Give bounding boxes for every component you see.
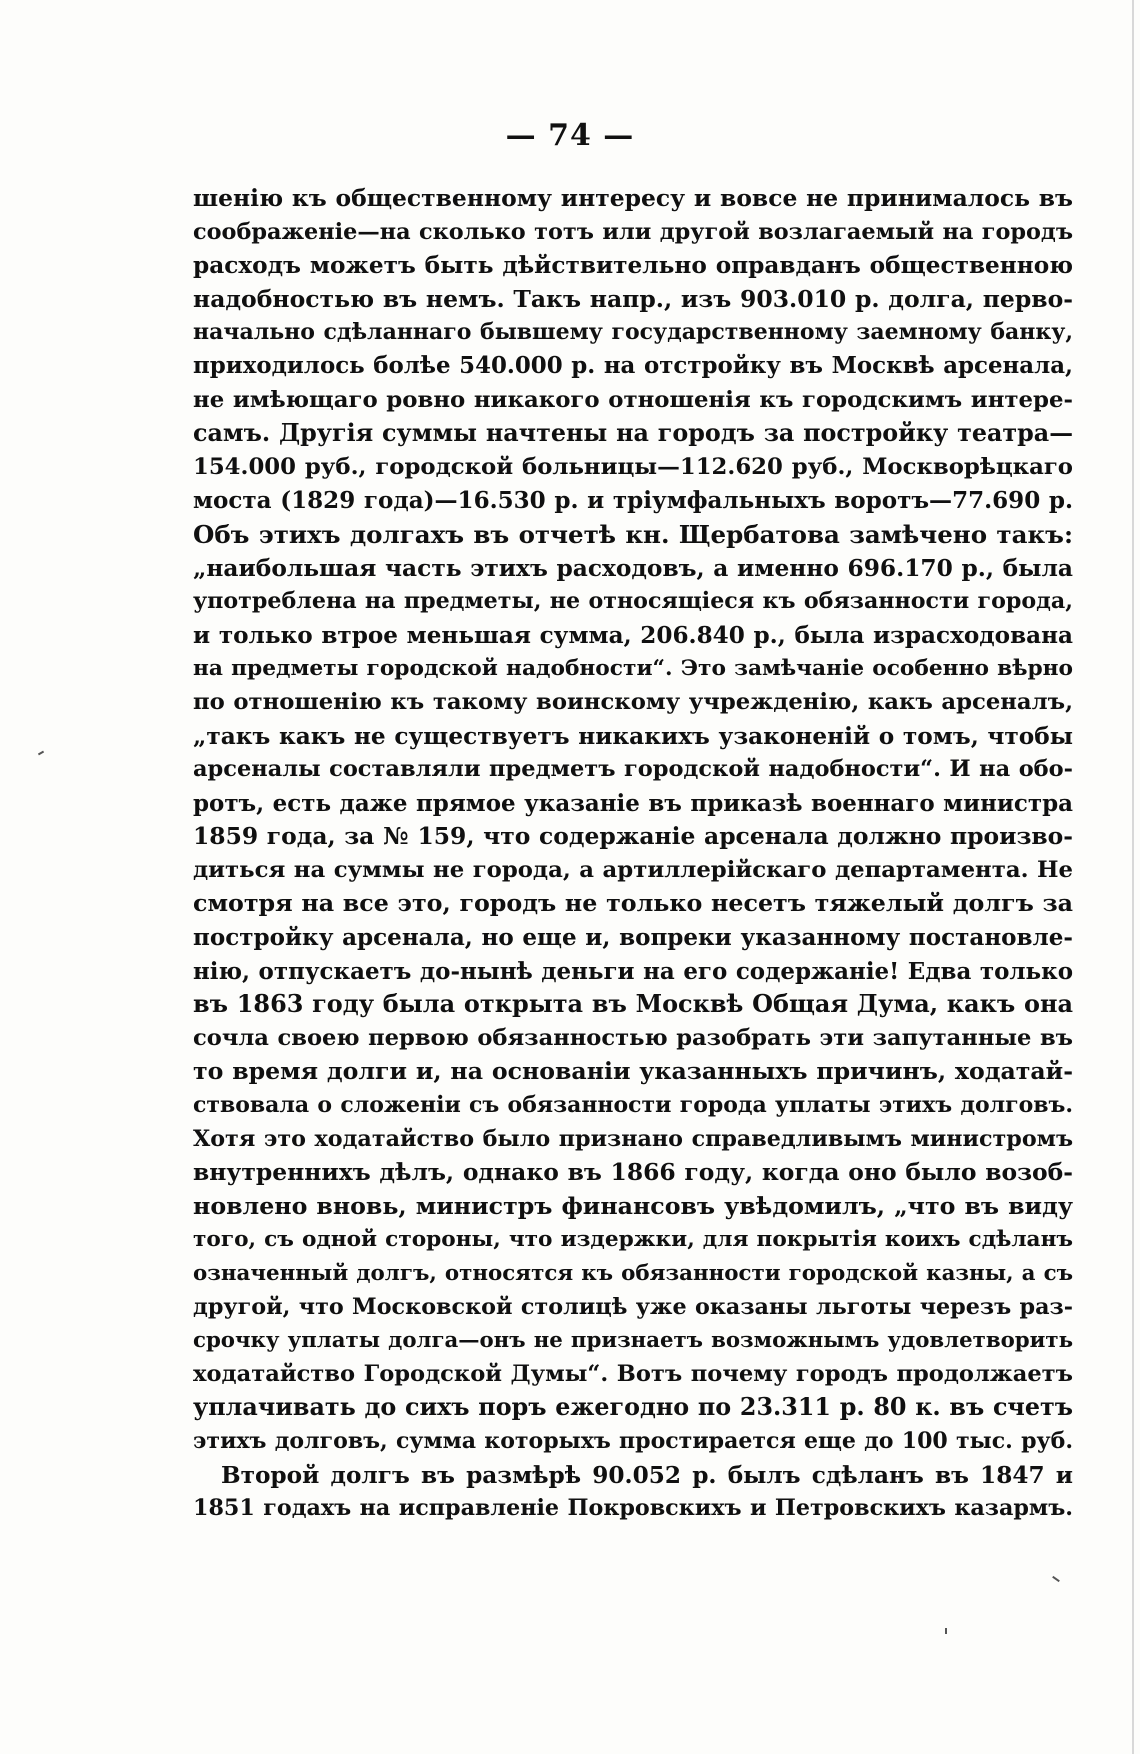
- scan-speck: [1052, 1576, 1060, 1582]
- text-line: 1859 года, за № 159, что содержаніе арсенала должно произво-: [193, 822, 1073, 851]
- text-line: употреблена на предметы, не относящіеся къ обязанности города,: [193, 588, 1073, 615]
- text-line: то время долги и, на основаніи указанныхъ причинъ, ходатай-: [193, 1057, 1073, 1086]
- text-line: срочку уплаты долга—онъ не признаетъ возможнымъ удовлетворить: [193, 1328, 1073, 1354]
- scan-speck: [945, 1628, 947, 1634]
- text-line: постройку арсенала, но еще и, вопреки указанному постановле-: [193, 924, 1073, 952]
- text-line: моста (1829 года)—16.530 р. и тріумфальныхъ воротъ—77.690 р.: [193, 487, 1073, 515]
- text-line: начально сдѣланнаго бывшему государственному заемному банку,: [193, 319, 1073, 346]
- text-line: шенію къ общественному интересу и вовсе не принималось въ: [193, 184, 1073, 212]
- text-line: ствовала о сложеніи съ обязанности города уплаты этихъ долговъ.: [193, 1092, 1073, 1119]
- text-line: означенный долгъ, относятся къ обязанности городской казны, а съ: [193, 1261, 1073, 1286]
- text-line: арсеналы составляли предметъ городской надобности“. И на обо-: [193, 756, 1073, 783]
- text-line: новлено вновь, министръ финансовъ увѣдомилъ, „что въ виду: [193, 1191, 1073, 1220]
- text-line: въ 1863 году была открыта въ Москвѣ Общая Дума, какъ она: [193, 990, 1073, 1019]
- text-line: на предметы городской надобности“. Это замѣчаніе особенно вѣрно: [193, 656, 1073, 682]
- text-line: самъ. Другія суммы начтены на городъ за постройку театра—: [193, 419, 1073, 448]
- text-line: диться на суммы не города, а артиллерійскаго департамента. Не: [193, 856, 1073, 883]
- text-line: ротъ, есть даже прямое указаніе въ приказѣ военнаго министра: [193, 789, 1073, 817]
- text-line: сочла своею первою обязанностью разобрать эти запутанные въ: [193, 1024, 1073, 1051]
- text-line: внутреннихъ дѣлъ, однако въ 1866 году, когда оно было возоб-: [193, 1158, 1073, 1187]
- text-line: другой, что Московской столицѣ уже оказаны льготы черезъ раз-: [193, 1293, 1073, 1320]
- text-line: нію, отпускаетъ до-нынѣ деньги на его содержаніе! Едва только: [193, 957, 1073, 985]
- text-line: „такъ какъ не существуетъ никакихъ узаконеній о томъ, чтобы: [193, 722, 1073, 750]
- scan-speck: [38, 751, 44, 756]
- text-line: соображеніе—на сколько тотъ или другой возлагаемый на городъ: [193, 218, 1073, 245]
- page-number: — 74 —: [505, 118, 635, 153]
- page-edge-line: [1132, 0, 1134, 1754]
- text-line: Объ этихъ долгахъ въ отчетѣ кн. Щербатова замѣчено такъ:: [193, 519, 1073, 549]
- text-line: Второй долгъ въ размѣрѣ 90.052 р. былъ сдѣланъ въ 1847 и: [221, 1461, 1073, 1489]
- text-line: расходъ можетъ быть дѣйствительно оправданъ общественною: [193, 252, 1073, 280]
- text-line: Хотя это ходатайство было признано справедливымъ министромъ: [193, 1125, 1073, 1152]
- text-line: этихъ долговъ, сумма которыхъ простирается еще до 100 тыс. руб.: [193, 1427, 1073, 1454]
- text-line: 154.000 руб., городской больницы—112.620 руб., Москворѣцкаго: [193, 453, 1073, 480]
- text-line: того, съ одной стороны, что издержки, для покрытія коихъ сдѣланъ: [193, 1227, 1073, 1253]
- text-line: смотря на все это, городъ не только несетъ тяжелый долгъ за: [193, 889, 1073, 918]
- text-line: не имѣющаго ровно никакого отношенія къ городскимъ интере-: [193, 386, 1073, 413]
- text-line: по отношенію къ такому воинскому учрежденію, какъ арсеналъ,: [193, 688, 1073, 715]
- text-line: „наибольшая часть этихъ расходовъ, а именно 696.170 р., была: [193, 554, 1073, 582]
- text-line: приходилось болѣе 540.000 р. на отстройку въ Москвѣ арсенала,: [193, 352, 1073, 379]
- text-line: и только втрое меньшая сумма, 206.840 р., была израсходована: [193, 621, 1073, 649]
- text-line: 1851 годахъ на исправленіе Покровскихъ и Петровскихъ казармъ.: [193, 1495, 1073, 1522]
- text-line: ходатайство Городской Думы“. Вотъ почему городъ продолжаетъ: [193, 1360, 1073, 1387]
- text-line: уплачивать до сихъ поръ ежегодно по 23.311 р. 80 к. въ счетъ: [193, 1393, 1073, 1422]
- body-text: [193, 182, 1073, 1526]
- text-line: надобностью въ немъ. Такъ напр., изъ 903.010 р. долга, перво-: [193, 284, 1073, 313]
